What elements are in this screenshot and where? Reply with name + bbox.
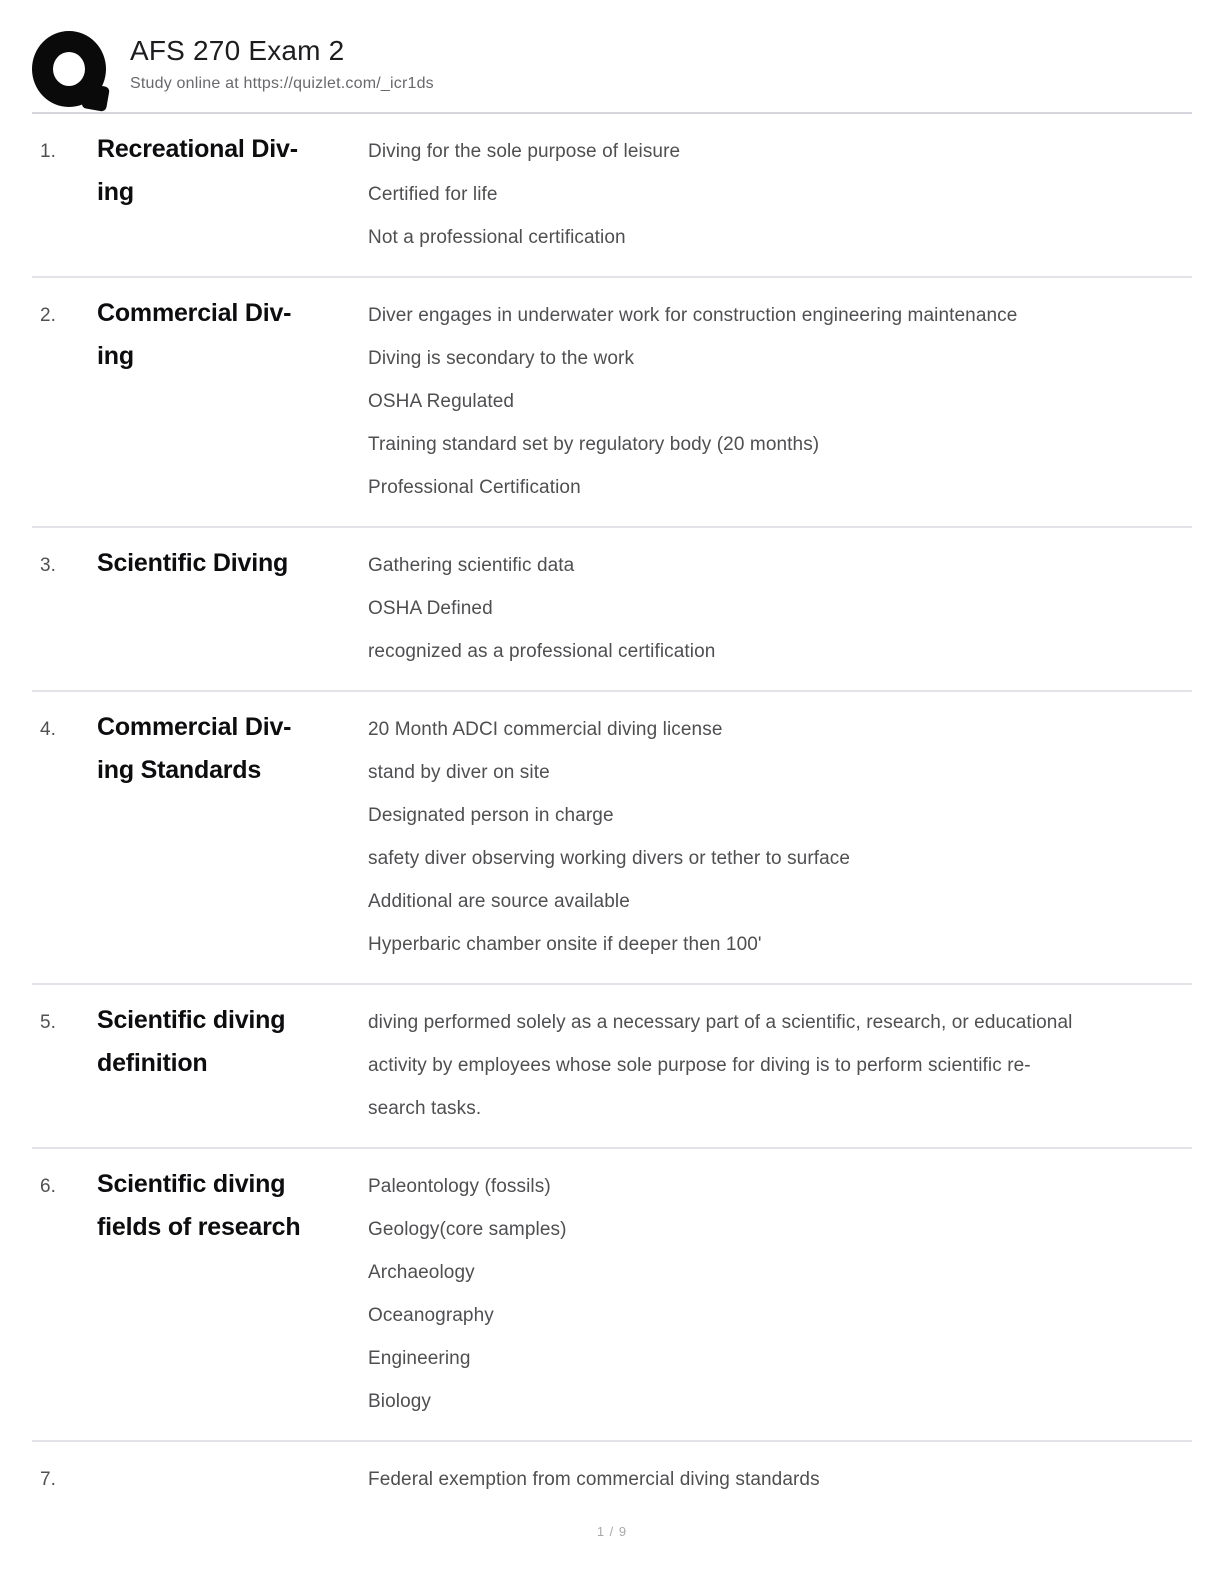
definition-line: diving performed solely as a necessary part of a scientific, research, or educational (368, 1012, 1073, 1033)
definition-line: Training standard set by regulatory body (20 months) (368, 434, 820, 455)
definition-line: Federal exemption from commercial diving standards (368, 1469, 820, 1490)
card-definition (368, 1001, 1192, 1130)
card-definition (368, 1165, 1192, 1423)
quizlet-q-logo-icon (32, 31, 106, 107)
card-term (97, 1163, 368, 1249)
term-line: fields of research (97, 1213, 301, 1241)
card-row (32, 985, 1192, 1149)
definition-line: Not a professional certification (368, 227, 626, 248)
definition-line: Designated person in charge (368, 805, 614, 826)
card-row (32, 1442, 1192, 1518)
definition-line: Diving for the sole purpose of leisure (368, 141, 681, 162)
card-definition (368, 1458, 1192, 1501)
term-line: definition (97, 1049, 208, 1077)
definition-line: 20 Month ADCI commercial diving license (368, 719, 723, 740)
definition-line: Hyperbaric chamber onsite if deeper then 100' (368, 934, 762, 955)
header-text (130, 30, 434, 93)
card-number: 6. (40, 1176, 56, 1197)
definition-line: Biology (368, 1391, 432, 1412)
definition-line: safety diver observing working divers or tether to surface (368, 848, 851, 869)
term-line: Scientific diving (97, 1006, 286, 1034)
logo-tail (81, 83, 110, 112)
definition-line: stand by diver on site (368, 762, 550, 783)
term-line: ing (97, 178, 134, 206)
card-term (97, 706, 368, 792)
term-line: Scientific Diving (97, 549, 289, 577)
card-row (32, 528, 1192, 692)
card-number: 5. (40, 1012, 56, 1033)
card-definition (368, 708, 1192, 966)
definition-line: Diver engages in underwater work for construction engineering maintenance (368, 305, 1018, 326)
card-number: 7. (40, 1469, 56, 1490)
card-number: 1. (40, 141, 56, 162)
term-line: Recreational Div- (97, 135, 298, 163)
definition-line: Gathering scientific data (368, 555, 575, 576)
card-term (97, 292, 368, 378)
definition-line: Diving is secondary to the work (368, 348, 635, 369)
term-line: ing (97, 342, 134, 370)
set-title: AFS 270 Exam 2 (130, 35, 345, 66)
definition-line: Additional are source available (368, 891, 630, 912)
definition-line: Certified for life (368, 184, 498, 205)
definition-line: recognized as a professional certification (368, 641, 716, 662)
definition-line: OSHA Regulated (368, 391, 515, 412)
page-indicator: 1 / 9 (596, 1524, 628, 1539)
card-term (97, 542, 368, 585)
card-number: 4. (40, 719, 56, 740)
card-definition (368, 130, 1192, 259)
definition-line: Archaeology (368, 1262, 475, 1283)
card-definition (368, 544, 1192, 673)
card-term (97, 999, 368, 1085)
card-term (97, 128, 368, 214)
term-line: ing Standards (97, 756, 262, 784)
definition-line: Paleontology (fossils) (368, 1176, 551, 1197)
card-row (32, 114, 1192, 278)
card-list (32, 114, 1192, 1518)
card-number: 2. (40, 305, 56, 326)
definition-line: Professional Certification (368, 477, 581, 498)
definition-line: Engineering (368, 1348, 471, 1369)
card-row (32, 692, 1192, 985)
definition-line: Geology(core samples) (368, 1219, 567, 1240)
page-footer (0, 1524, 1224, 1539)
header (32, 30, 1192, 114)
card-row (32, 278, 1192, 528)
term-line: Commercial Div- (97, 299, 292, 327)
card-definition (368, 294, 1192, 509)
definition-line: OSHA Defined (368, 598, 493, 619)
definition-line: activity by employees whose sole purpose for diving is to perform scientific re- (368, 1055, 1031, 1076)
definition-line: Oceanography (368, 1305, 494, 1326)
term-line: Scientific diving (97, 1170, 286, 1198)
card-row (32, 1149, 1192, 1442)
card-number: 3. (40, 555, 56, 576)
study-online-url[interactable]: Study online at https://quizlet.com/_icr1ds (130, 75, 434, 92)
term-line: Commercial Div- (97, 713, 292, 741)
definition-line: search tasks. (368, 1098, 482, 1119)
